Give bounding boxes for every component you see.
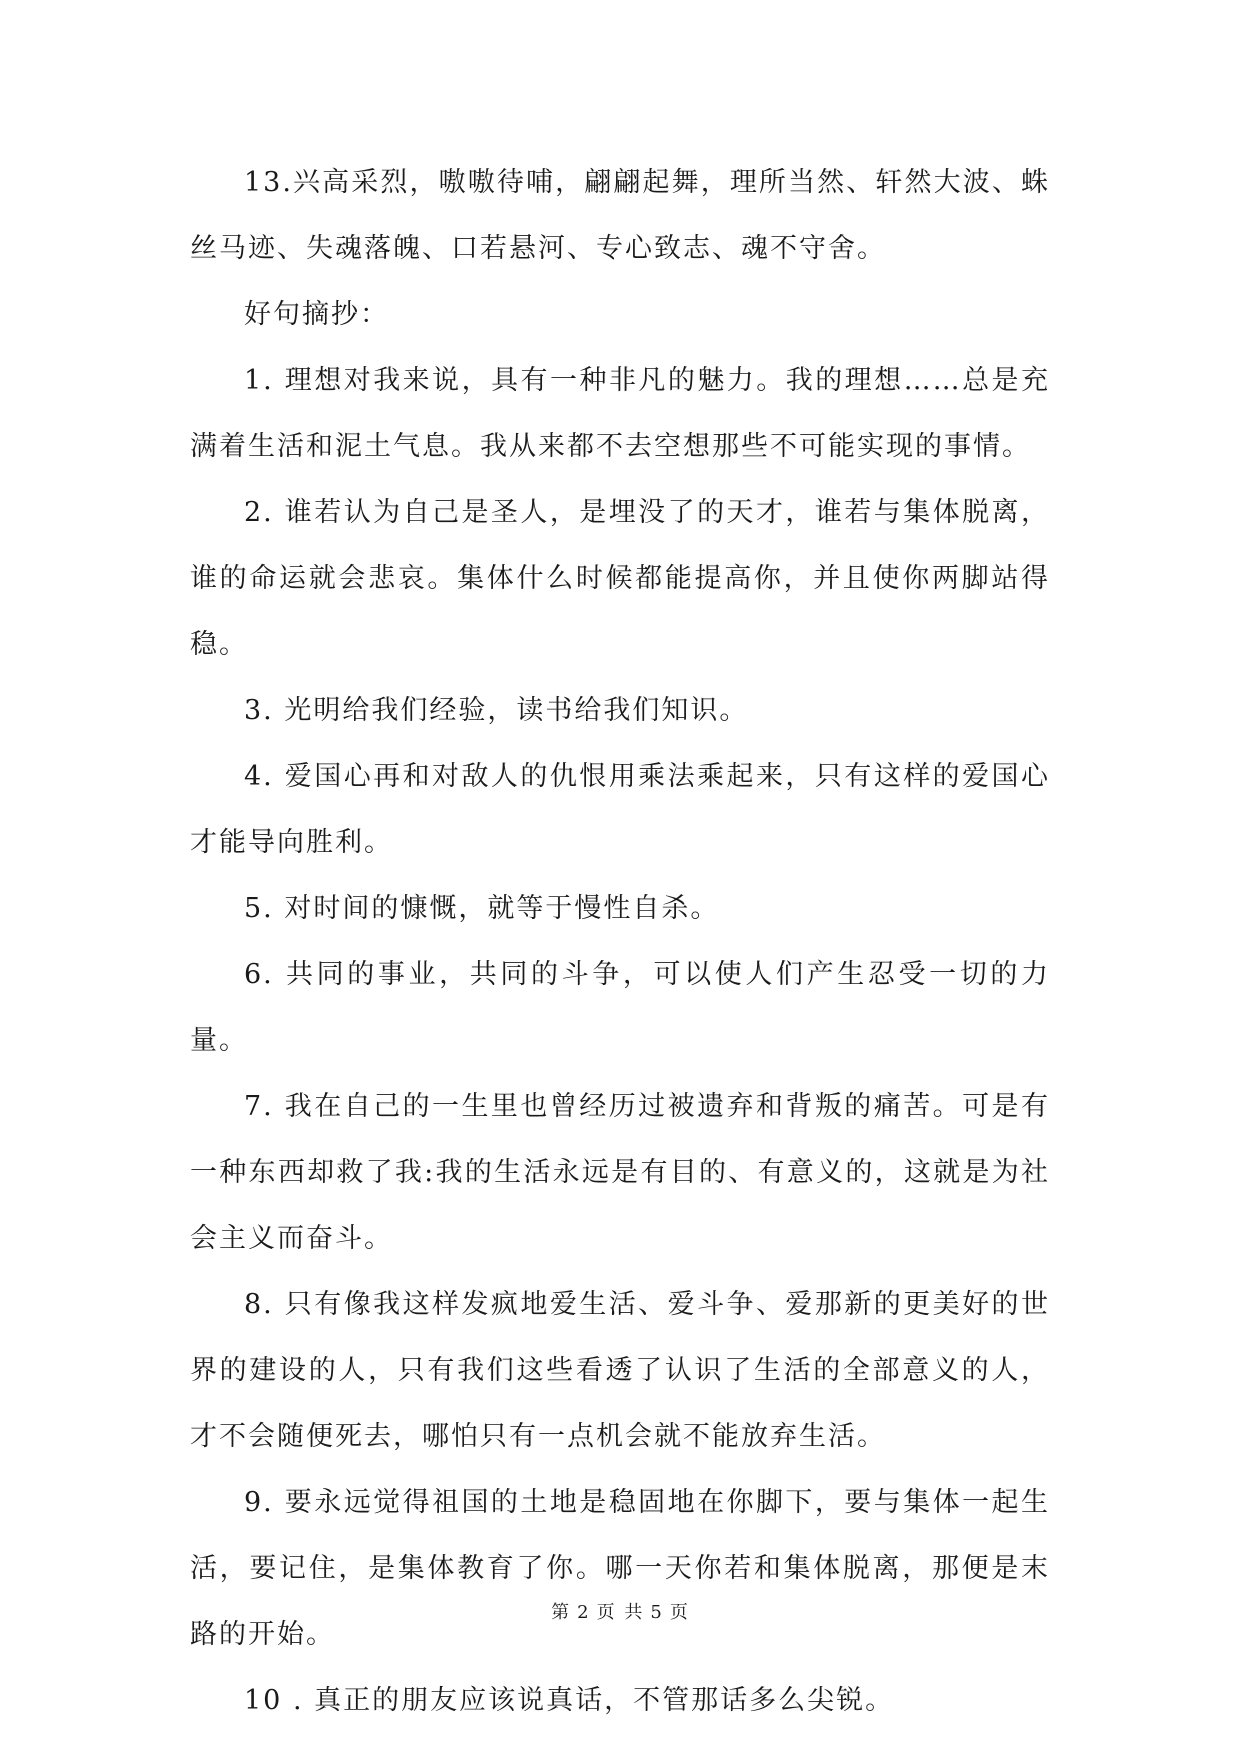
sentence-item-8: 8. 只有像我这样发疯地爱生活、爱斗争、爱那新的更美好的世界的建设的人，只有我们这些看透了认识了生活的全部意义的人，才不会随便死去，哪怕只有一点机会就不能放弃生活。 [190,1289,1050,1452]
sentence-item-10: 10 . 真正的朋友应该说真话，不管那话多么尖锐。 [244,1685,895,1716]
footer-prefix: 第 [551,1602,572,1623]
sentence-item-5: 5. 对时间的慷慨，就等于慢性自杀。 [244,893,720,924]
footer-total-pages: 5 [650,1602,664,1623]
footer-middle: 页 共 [596,1602,645,1623]
page-footer [0,1598,1241,1624]
footer-current-page: 2 [577,1602,591,1623]
sentence-item-9: 9. 要永远觉得祖国的土地是稳固地在你脚下，要与集体一起生活，要记住，是集体教育了你。哪一天你若和集体脱离，那便是末路的开始。 [190,1487,1050,1650]
section-heading-good-sentences: 好句摘抄： [244,299,389,330]
paragraph-idioms-13: 13.兴高采烈，嗷嗷待哺，翩翩起舞，理所当然、轩然大波、蛛丝马迹、失魂落魄、口若悬河、专心致志、魂不守舍。 [190,167,1050,264]
sentence-item-4: 4. 爱国心再和对敌人的仇恨用乘法乘起来，只有这样的爱国心才能导向胜利。 [190,761,1050,858]
document-body [190,150,1050,1734]
footer-suffix: 页 [669,1602,690,1623]
sentence-item-7: 7. 我在自己的一生里也曾经历过被遗弃和背叛的痛苦。可是有一种东西却救了我:我的生活永远是有目的、有意义的，这就是为社会主义而奋斗。 [190,1091,1050,1254]
sentence-item-6: 6. 共同的事业，共同的斗争，可以使人们产生忍受一切的力量。 [190,959,1050,1056]
sentence-item-2: 2. 谁若认为自己是圣人，是埋没了的天才，谁若与集体脱离，谁的命运就会悲哀。集体什么时候都能提高你，并且使你两脚站得稳。 [190,497,1050,660]
sentence-item-3: 3. 光明给我们经验，读书给我们知识。 [244,695,749,726]
sentence-item-1: 1. 理想对我来说，具有一种非凡的魅力。我的理想……总是充满着生活和泥土气息。我从来都不去空想那些不可能实现的事情。 [190,365,1050,462]
